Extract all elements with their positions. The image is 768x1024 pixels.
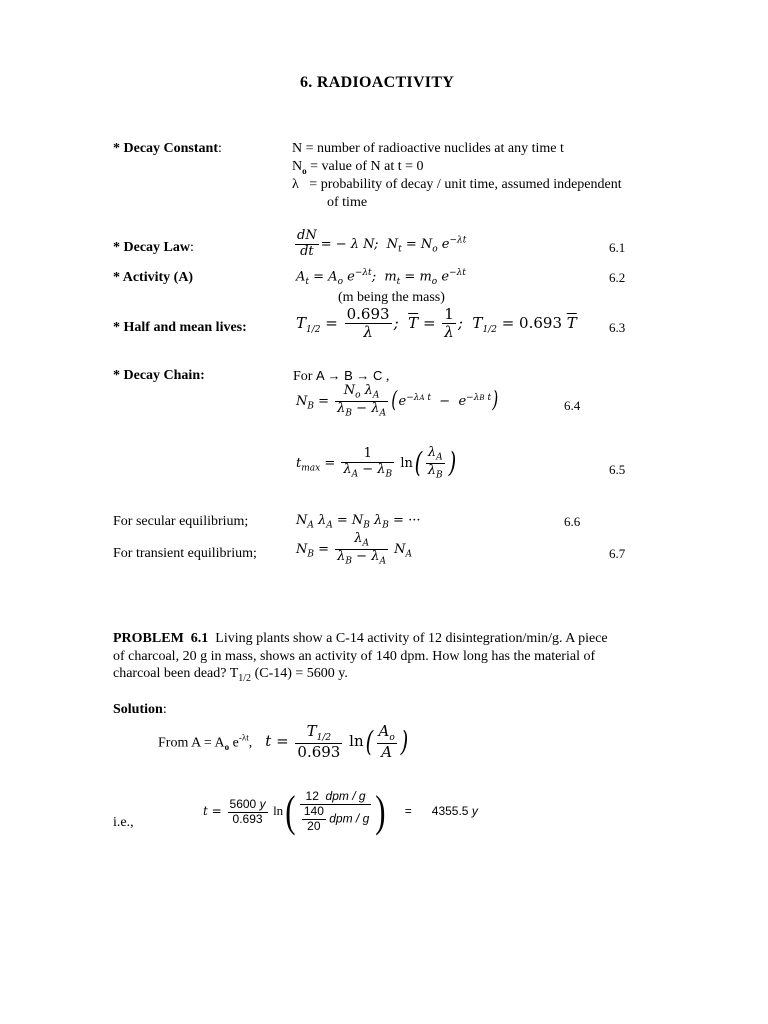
decay-constant-line-2: $N_o$ = value of N at t = 0 [292, 159, 424, 176]
activity-label: * Activity (A) [113, 270, 194, 285]
decay-constant-line-3: λ = probability of decay / unit time, assumed independent [292, 177, 622, 192]
solution-calculation: t = $\frac{5600 y}{0.693}$ ln( 12 dpm / g $\frac{140}{20}$ dpm / g ) = 4355.5 y [203, 787, 478, 836]
secular-label: For secular equilibrium; [113, 514, 249, 529]
eq-number-6-4: 6.4 [564, 398, 581, 413]
eq-number-6-7: 6.7 [609, 546, 626, 561]
problem-statement: PROBLEM 6.1 Living plants show a C-14 activity of 12 disintegration/min/g. A piece of charcoal, 20 g in mass, shows an activity of 140 dpm. How long has the material of charcoal been dead? $T_{1/2}$ (C-14) = 5600 y. [113, 631, 608, 684]
solution-label: Solution: [113, 702, 167, 717]
eq-number-6-5: 6.5 [609, 462, 626, 477]
decay-constant-line-1: N = number of radioactive nuclides at any time t [292, 141, 564, 156]
decay-constant-label: * Decay Constant: [113, 141, 222, 156]
decay-law-equation: $\frac{dN}{dt}$ = − λ N; $N_t = N_o$ $e^{-\lambda t}$ [297, 228, 467, 259]
problem-number: 6.1 [190, 631, 209, 646]
problem-heading: PROBLEM [113, 631, 184, 646]
transient-equation: $N_B$ = $\frac{\lambda_A}{\lambda_B - \lambda_A}$ $N_A$ [296, 531, 412, 567]
solution-from-equation: From $A = A_o$ $e^{-\lambda t}$, t = $\frac{T_{1/2}}{0.693}$ ln( $\frac{A_o}{A}$ ) [158, 722, 409, 762]
half-mean-equation: $T_{1/2}$ = $\frac{0.693}{\lambda}$ ; $\overline{T}$ = $\frac{1}{\lambda}$ ; $T_{1/2} = 0.693$ $\overline{T}$ [296, 305, 577, 342]
eq-number-6-3: 6.3 [609, 320, 626, 335]
decay-chain-label: * Decay Chain: [113, 368, 205, 383]
ie-label: i.e., [113, 815, 134, 830]
eq-number-6-1: 6.1 [609, 240, 626, 255]
eq-number-6-6: 6.6 [564, 514, 581, 529]
decay-chain-equation-tmax: $t_{max}$ = $\frac{1}{\lambda_A - \lambda_B}$ ln( $\frac{\lambda_A}{\lambda_B}$ ) [296, 445, 456, 481]
activity-note: (m being the mass) [338, 290, 445, 305]
half-mean-label: * Half and mean lives: [113, 320, 247, 335]
decay-chain-equation-nb: $N_B$ = $\frac{N_o \lambda_A}{\lambda_B - \lambda_A}$ $(e^{-\lambda A t} - e^{-\lambda B t})$ [296, 383, 499, 419]
page-title: 6. RADIOACTIVITY [300, 74, 455, 91]
decay-law-label: * Decay Law: [113, 240, 194, 255]
decay-constant-line-4: of time [327, 195, 368, 210]
eq-number-6-2: 6.2 [609, 270, 626, 285]
decay-chain-for: For A → B → C , [293, 368, 390, 384]
transient-label: For transient equilibrium; [113, 546, 257, 561]
activity-equation: $A_t = A_o$ $e^{-\lambda t}$; $m_t = m_o$ $e^{-\lambda t}$ [296, 268, 466, 287]
secular-equation: $N_A$ $\lambda_A = N_B$ $\lambda_B$ = ··· [296, 513, 421, 531]
